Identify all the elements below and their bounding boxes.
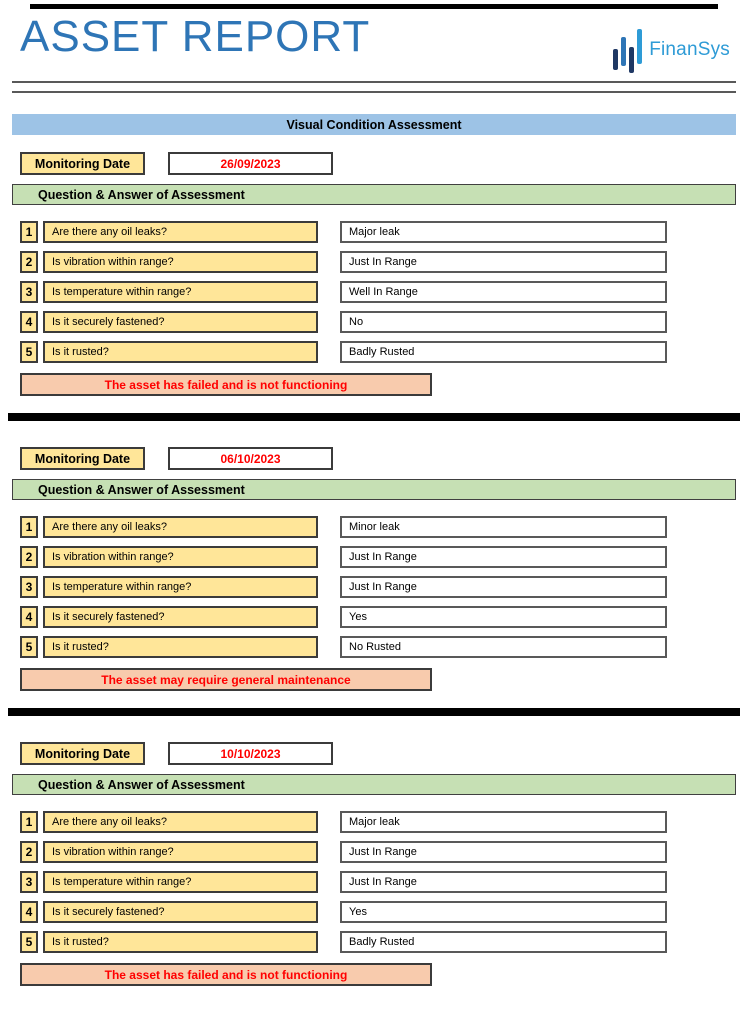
answer-value: Just In Range [340,546,667,568]
answer-value: Yes [340,606,667,628]
answer-value: No Rusted [340,636,667,658]
monitoring-date-label: Monitoring Date [20,742,145,765]
question-label: Is it rusted? [43,341,318,363]
question-number: 2 [20,251,38,273]
question-number: 1 [20,811,38,833]
answer-value: Just In Range [340,871,667,893]
brand-name: FinanSys [649,39,730,60]
question-label: Is vibration within range? [43,251,318,273]
answer-value: Just In Range [340,841,667,863]
question-label: Is vibration within range? [43,546,318,568]
question-row [20,841,748,863]
assessment-section-3 [0,742,748,986]
monitoring-date-row [20,742,748,765]
question-row [20,311,748,333]
question-label: Is temperature within range? [43,871,318,893]
answer-value: Yes [340,901,667,923]
monitoring-date-value: 10/10/2023 [168,742,333,765]
status-message: The asset has failed and is not functioning [20,963,432,986]
question-label: Are there any oil leaks? [43,811,318,833]
question-label: Is temperature within range? [43,576,318,598]
question-number: 2 [20,546,38,568]
question-number: 4 [20,901,38,923]
question-number: 3 [20,281,38,303]
question-list [0,811,748,953]
monitoring-date-row [20,447,748,470]
question-row [20,606,748,628]
answer-value: Just In Range [340,576,667,598]
monitoring-date-value: 06/10/2023 [168,447,333,470]
section-divider [8,708,740,716]
question-row [20,221,748,243]
answer-value: Minor leak [340,516,667,538]
question-list [0,516,748,658]
question-label: Is it securely fastened? [43,311,318,333]
question-number: 1 [20,221,38,243]
question-number: 4 [20,311,38,333]
question-label: Is it rusted? [43,636,318,658]
question-label: Is it rusted? [43,931,318,953]
monitoring-date-label: Monitoring Date [20,447,145,470]
qa-section-header: Question & Answer of Assessment [12,479,736,500]
question-number: 5 [20,636,38,658]
question-number: 5 [20,931,38,953]
answer-value: Major leak [340,811,667,833]
answer-value: Badly Rusted [340,931,667,953]
header-rule-top [12,81,736,83]
question-number: 4 [20,606,38,628]
question-row [20,576,748,598]
question-label: Are there any oil leaks? [43,516,318,538]
question-number: 5 [20,341,38,363]
page-title: ASSET REPORT [20,12,371,61]
monitoring-date-value: 26/09/2023 [168,152,333,175]
answer-value: Badly Rusted [340,341,667,363]
question-number: 2 [20,841,38,863]
monitoring-date-row [20,152,748,175]
question-row [20,281,748,303]
question-row [20,546,748,568]
qa-section-header: Question & Answer of Assessment [12,184,736,205]
question-row [20,516,748,538]
question-row [20,251,748,273]
finansys-logo [613,27,730,73]
question-label: Is vibration within range? [43,841,318,863]
question-label: Is it securely fastened? [43,901,318,923]
answer-value: No [340,311,667,333]
status-message: The asset has failed and is not functioning [20,373,432,396]
question-list [0,221,748,363]
question-row [20,871,748,893]
question-row [20,341,748,363]
header-rule-bottom [12,91,736,93]
question-label: Are there any oil leaks? [43,221,318,243]
question-number: 1 [20,516,38,538]
section-divider [8,413,740,421]
question-number: 3 [20,871,38,893]
question-label: Is it securely fastened? [43,606,318,628]
answer-value: Well In Range [340,281,667,303]
answer-value: Major leak [340,221,667,243]
question-number: 3 [20,576,38,598]
question-row [20,636,748,658]
report-header [0,9,748,73]
qa-section-header: Question & Answer of Assessment [12,774,736,795]
status-message: The asset may require general maintenance [20,668,432,691]
assessment-section-1 [0,152,748,396]
question-row [20,931,748,953]
banner-title: Visual Condition Assessment [12,114,736,135]
question-row [20,811,748,833]
bar-chart-icon [613,27,642,73]
answer-value: Just In Range [340,251,667,273]
question-row [20,901,748,923]
monitoring-date-label: Monitoring Date [20,152,145,175]
question-label: Is temperature within range? [43,281,318,303]
assessment-section-2 [0,447,748,691]
